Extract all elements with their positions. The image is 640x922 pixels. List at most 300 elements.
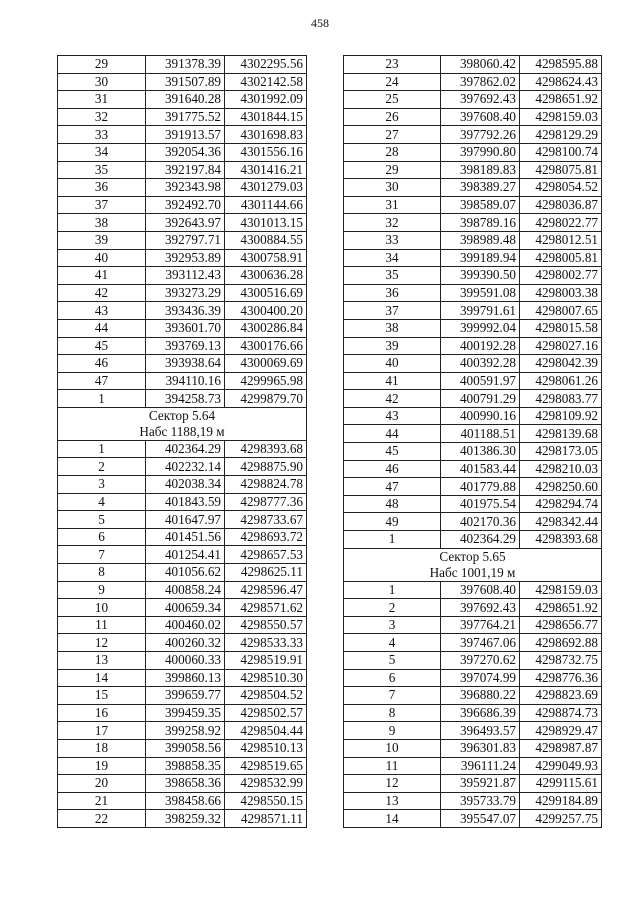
y-coordinate-cell: 4298595.88 — [520, 56, 602, 74]
point-number-cell: 45 — [58, 337, 146, 355]
x-coordinate-cell: 399258.92 — [146, 722, 225, 740]
point-number-cell: 40 — [344, 355, 441, 373]
point-number-cell: 44 — [58, 319, 146, 337]
x-coordinate-cell: 399791.61 — [441, 302, 520, 320]
table-row — [344, 231, 602, 249]
y-coordinate-cell: 4298533.33 — [225, 634, 307, 652]
y-coordinate-cell: 4298005.81 — [520, 249, 602, 267]
y-coordinate-cell: 4298003.38 — [520, 284, 602, 302]
x-coordinate-cell: 398789.16 — [441, 214, 520, 232]
table-row — [58, 284, 307, 302]
point-number-cell: 38 — [58, 214, 146, 232]
point-number-cell: 18 — [58, 739, 146, 757]
point-number-cell: 41 — [58, 267, 146, 285]
table-row — [344, 460, 602, 478]
table-row — [344, 495, 602, 513]
x-coordinate-cell: 397764.21 — [441, 616, 520, 634]
table-row — [58, 493, 307, 511]
point-number-cell: 3 — [344, 616, 441, 634]
table-row — [58, 792, 307, 810]
x-coordinate-cell: 392197.84 — [146, 161, 225, 179]
y-coordinate-cell: 4298075.81 — [520, 161, 602, 179]
x-coordinate-cell: 393112.43 — [146, 267, 225, 285]
x-coordinate-cell: 392492.70 — [146, 196, 225, 214]
table-row — [344, 126, 602, 144]
table-row — [344, 616, 602, 634]
sector-title: Сектор 5.64 — [148, 407, 216, 423]
point-number-cell: 1 — [344, 531, 441, 549]
table-row — [58, 231, 307, 249]
table-row — [344, 443, 602, 461]
x-coordinate-cell: 397792.26 — [441, 126, 520, 144]
point-number-cell: 40 — [58, 249, 146, 267]
point-number-cell: 6 — [344, 669, 441, 687]
table-row — [58, 564, 307, 582]
x-coordinate-cell: 399992.04 — [441, 319, 520, 337]
table-row — [58, 775, 307, 793]
table-row — [344, 599, 602, 617]
x-coordinate-cell: 392643.97 — [146, 214, 225, 232]
point-number-cell: 36 — [344, 284, 441, 302]
y-coordinate-cell: 4298007.65 — [520, 302, 602, 320]
point-number-cell: 27 — [344, 126, 441, 144]
x-coordinate-cell: 397862.02 — [441, 73, 520, 91]
y-coordinate-cell: 4298692.88 — [520, 634, 602, 652]
point-number-cell: 6 — [58, 528, 146, 546]
table-body — [58, 56, 307, 828]
y-coordinate-cell: 4298510.30 — [225, 669, 307, 687]
point-number-cell: 44 — [344, 425, 441, 443]
y-coordinate-cell: 4298571.62 — [225, 599, 307, 617]
table-row — [58, 581, 307, 599]
coordinates-table-left — [57, 55, 307, 828]
x-coordinate-cell: 402364.29 — [146, 440, 225, 458]
point-number-cell: 12 — [58, 634, 146, 652]
y-coordinate-cell: 4298109.92 — [520, 407, 602, 425]
y-coordinate-cell: 4298042.39 — [520, 355, 602, 373]
y-coordinate-cell: 4300758.91 — [225, 249, 307, 267]
x-coordinate-cell: 395547.07 — [441, 810, 520, 828]
y-coordinate-cell: 4298027.16 — [520, 337, 602, 355]
y-coordinate-cell: 4301013.15 — [225, 214, 307, 232]
x-coordinate-cell: 398189.83 — [441, 161, 520, 179]
point-number-cell: 41 — [344, 372, 441, 390]
point-number-cell: 35 — [58, 161, 146, 179]
x-coordinate-cell: 391913.57 — [146, 126, 225, 144]
point-number-cell: 14 — [344, 810, 441, 828]
y-coordinate-cell: 4298875.90 — [225, 458, 307, 476]
point-number-cell: 43 — [344, 407, 441, 425]
x-coordinate-cell: 398589.07 — [441, 196, 520, 214]
x-coordinate-cell: 400659.34 — [146, 599, 225, 617]
point-number-cell: 45 — [344, 443, 441, 461]
y-coordinate-cell: 4298929.47 — [520, 722, 602, 740]
x-coordinate-cell: 398458.66 — [146, 792, 225, 810]
table-row — [344, 792, 602, 810]
point-number-cell: 25 — [344, 91, 441, 109]
y-coordinate-cell: 4301992.09 — [225, 91, 307, 109]
y-coordinate-cell: 4300176.66 — [225, 337, 307, 355]
y-coordinate-cell: 4300884.55 — [225, 231, 307, 249]
point-number-cell: 4 — [344, 634, 441, 652]
x-coordinate-cell: 396880.22 — [441, 687, 520, 705]
y-coordinate-cell: 4298294.74 — [520, 495, 602, 513]
x-coordinate-cell: 401254.41 — [146, 546, 225, 564]
x-coordinate-cell: 402364.29 — [441, 531, 520, 549]
table-row — [58, 179, 307, 197]
table-row — [58, 652, 307, 670]
y-coordinate-cell: 4301844.15 — [225, 108, 307, 126]
x-coordinate-cell: 396301.83 — [441, 739, 520, 757]
point-number-cell: 7 — [58, 546, 146, 564]
x-coordinate-cell: 402038.34 — [146, 476, 225, 494]
x-coordinate-cell: 400460.02 — [146, 616, 225, 634]
x-coordinate-cell: 397074.99 — [441, 669, 520, 687]
x-coordinate-cell: 401647.97 — [146, 511, 225, 529]
point-number-cell: 48 — [344, 495, 441, 513]
x-coordinate-cell: 391640.28 — [146, 91, 225, 109]
y-coordinate-cell: 4298519.65 — [225, 757, 307, 775]
x-coordinate-cell: 396111.24 — [441, 757, 520, 775]
y-coordinate-cell: 4298624.43 — [520, 73, 602, 91]
table-row — [344, 319, 602, 337]
point-number-cell: 32 — [58, 108, 146, 126]
point-number-cell: 10 — [344, 739, 441, 757]
table-row — [58, 319, 307, 337]
y-coordinate-cell: 4298532.99 — [225, 775, 307, 793]
table-row — [344, 425, 602, 443]
y-coordinate-cell: 4298823.69 — [520, 687, 602, 705]
x-coordinate-cell: 402232.14 — [146, 458, 225, 476]
y-coordinate-cell: 4298083.77 — [520, 390, 602, 408]
table-row — [58, 440, 307, 458]
point-number-cell: 29 — [344, 161, 441, 179]
x-coordinate-cell: 401843.59 — [146, 493, 225, 511]
y-coordinate-cell: 4298550.15 — [225, 792, 307, 810]
sector-header-row — [58, 407, 307, 440]
point-number-cell: 9 — [58, 581, 146, 599]
point-number-cell: 17 — [58, 722, 146, 740]
y-coordinate-cell: 4300636.28 — [225, 267, 307, 285]
table-row — [58, 91, 307, 109]
x-coordinate-cell: 397608.40 — [441, 108, 520, 126]
table-row — [344, 249, 602, 267]
x-coordinate-cell: 393769.13 — [146, 337, 225, 355]
x-coordinate-cell: 398060.42 — [441, 56, 520, 74]
table-row — [344, 739, 602, 757]
x-coordinate-cell: 393601.70 — [146, 319, 225, 337]
y-coordinate-cell: 4298510.13 — [225, 739, 307, 757]
x-coordinate-cell: 391775.52 — [146, 108, 225, 126]
x-coordinate-cell: 399860.13 — [146, 669, 225, 687]
y-coordinate-cell: 4298777.36 — [225, 493, 307, 511]
y-coordinate-cell: 4298100.74 — [520, 143, 602, 161]
x-coordinate-cell: 397467.06 — [441, 634, 520, 652]
table-row — [344, 581, 602, 599]
x-coordinate-cell: 400260.32 — [146, 634, 225, 652]
x-coordinate-cell: 399459.35 — [146, 704, 225, 722]
point-number-cell: 11 — [344, 757, 441, 775]
y-coordinate-cell: 4298342.44 — [520, 513, 602, 531]
y-coordinate-cell: 4298022.77 — [520, 214, 602, 232]
point-number-cell: 31 — [344, 196, 441, 214]
table-row — [58, 196, 307, 214]
sector-header-row — [344, 548, 602, 581]
point-number-cell: 5 — [344, 652, 441, 670]
point-number-cell: 3 — [58, 476, 146, 494]
x-coordinate-cell: 398389.27 — [441, 179, 520, 197]
y-coordinate-cell: 4298625.11 — [225, 564, 307, 582]
point-number-cell: 31 — [58, 91, 146, 109]
table-row — [344, 513, 602, 531]
table-row — [58, 546, 307, 564]
x-coordinate-cell: 397990.80 — [441, 143, 520, 161]
x-coordinate-cell: 397692.43 — [441, 91, 520, 109]
y-coordinate-cell: 4300400.20 — [225, 302, 307, 320]
table-row — [344, 56, 602, 74]
table-row — [344, 337, 602, 355]
x-coordinate-cell: 392953.89 — [146, 249, 225, 267]
point-number-cell: 30 — [344, 179, 441, 197]
y-coordinate-cell: 4298776.36 — [520, 669, 602, 687]
table-row — [58, 669, 307, 687]
point-number-cell: 42 — [58, 284, 146, 302]
table-row — [58, 458, 307, 476]
point-number-cell: 35 — [344, 267, 441, 285]
y-coordinate-cell: 4298250.60 — [520, 478, 602, 496]
x-coordinate-cell: 401386.30 — [441, 443, 520, 461]
x-coordinate-cell: 400192.28 — [441, 337, 520, 355]
table-row — [58, 56, 307, 74]
table-row — [344, 302, 602, 320]
x-coordinate-cell: 399189.94 — [441, 249, 520, 267]
point-number-cell: 2 — [58, 458, 146, 476]
table-row — [344, 161, 602, 179]
table-row — [344, 196, 602, 214]
point-number-cell: 29 — [58, 56, 146, 74]
table-row — [344, 704, 602, 722]
y-coordinate-cell: 4302295.56 — [225, 56, 307, 74]
x-coordinate-cell: 399591.08 — [441, 284, 520, 302]
point-number-cell: 15 — [58, 687, 146, 705]
point-number-cell: 1 — [58, 440, 146, 458]
sector-header — [344, 548, 602, 581]
table-row — [344, 775, 602, 793]
point-number-cell: 43 — [58, 302, 146, 320]
table-row — [344, 478, 602, 496]
table-row — [344, 390, 602, 408]
point-number-cell: 14 — [58, 669, 146, 687]
point-number-cell: 2 — [344, 599, 441, 617]
table-row — [58, 214, 307, 232]
table-row — [344, 108, 602, 126]
y-coordinate-cell: 4298733.67 — [225, 511, 307, 529]
table-row — [344, 143, 602, 161]
sector-height: Набс 1188,19 м — [139, 423, 225, 439]
y-coordinate-cell: 4300516.69 — [225, 284, 307, 302]
y-coordinate-cell: 4299257.75 — [520, 810, 602, 828]
x-coordinate-cell: 399058.56 — [146, 739, 225, 757]
point-number-cell: 26 — [344, 108, 441, 126]
x-coordinate-cell: 402170.36 — [441, 513, 520, 531]
y-coordinate-cell: 4301556.16 — [225, 143, 307, 161]
x-coordinate-cell: 394110.16 — [146, 372, 225, 390]
y-coordinate-cell: 4302142.58 — [225, 73, 307, 91]
point-number-cell: 47 — [58, 372, 146, 390]
y-coordinate-cell: 4298139.68 — [520, 425, 602, 443]
table-row — [344, 372, 602, 390]
y-coordinate-cell: 4298874.73 — [520, 704, 602, 722]
point-number-cell: 13 — [344, 792, 441, 810]
point-number-cell: 1 — [344, 581, 441, 599]
point-number-cell: 8 — [344, 704, 441, 722]
y-coordinate-cell: 4298129.29 — [520, 126, 602, 144]
table-row — [344, 531, 602, 549]
sector-header — [58, 407, 307, 440]
point-number-cell: 46 — [58, 355, 146, 373]
table-row — [58, 161, 307, 179]
y-coordinate-cell: 4298002.77 — [520, 267, 602, 285]
x-coordinate-cell: 396686.39 — [441, 704, 520, 722]
point-number-cell: 47 — [344, 478, 441, 496]
y-coordinate-cell: 4298054.52 — [520, 179, 602, 197]
table-row — [344, 757, 602, 775]
table-row — [344, 355, 602, 373]
table-row — [344, 91, 602, 109]
point-number-cell: 34 — [344, 249, 441, 267]
y-coordinate-cell: 4298651.92 — [520, 91, 602, 109]
x-coordinate-cell: 400392.28 — [441, 355, 520, 373]
y-coordinate-cell: 4298571.11 — [225, 810, 307, 828]
table-row — [344, 214, 602, 232]
x-coordinate-cell: 400791.29 — [441, 390, 520, 408]
x-coordinate-cell: 400060.33 — [146, 652, 225, 670]
x-coordinate-cell: 395921.87 — [441, 775, 520, 793]
table-row — [344, 722, 602, 740]
y-coordinate-cell: 4298173.05 — [520, 443, 602, 461]
y-coordinate-cell: 4301144.66 — [225, 196, 307, 214]
x-coordinate-cell: 401451.56 — [146, 528, 225, 546]
x-coordinate-cell: 401583.44 — [441, 460, 520, 478]
y-coordinate-cell: 4298061.26 — [520, 372, 602, 390]
table-row — [58, 739, 307, 757]
point-number-cell: 33 — [344, 231, 441, 249]
y-coordinate-cell: 4298502.57 — [225, 704, 307, 722]
point-number-cell: 42 — [344, 390, 441, 408]
x-coordinate-cell: 394258.73 — [146, 390, 225, 408]
x-coordinate-cell: 393436.39 — [146, 302, 225, 320]
table-row — [344, 73, 602, 91]
x-coordinate-cell: 400858.24 — [146, 581, 225, 599]
y-coordinate-cell: 4298596.47 — [225, 581, 307, 599]
table-row — [58, 143, 307, 161]
x-coordinate-cell: 400990.16 — [441, 407, 520, 425]
point-number-cell: 1 — [58, 390, 146, 408]
y-coordinate-cell: 4298550.57 — [225, 616, 307, 634]
y-coordinate-cell: 4299965.98 — [225, 372, 307, 390]
point-number-cell: 23 — [344, 56, 441, 74]
y-coordinate-cell: 4300069.69 — [225, 355, 307, 373]
table-row — [344, 810, 602, 828]
x-coordinate-cell: 398858.35 — [146, 757, 225, 775]
point-number-cell: 7 — [344, 687, 441, 705]
y-coordinate-cell: 4298519.91 — [225, 652, 307, 670]
y-coordinate-cell: 4299879.70 — [225, 390, 307, 408]
y-coordinate-cell: 4298657.53 — [225, 546, 307, 564]
y-coordinate-cell: 4301279.03 — [225, 179, 307, 197]
point-number-cell: 22 — [58, 810, 146, 828]
point-number-cell: 49 — [344, 513, 441, 531]
y-coordinate-cell: 4298824.78 — [225, 476, 307, 494]
y-coordinate-cell: 4298210.03 — [520, 460, 602, 478]
y-coordinate-cell: 4298036.87 — [520, 196, 602, 214]
table-row — [344, 652, 602, 670]
y-coordinate-cell: 4298732.75 — [520, 652, 602, 670]
table-row — [58, 757, 307, 775]
point-number-cell: 13 — [58, 652, 146, 670]
table-row — [58, 599, 307, 617]
table-row — [58, 722, 307, 740]
x-coordinate-cell: 398658.36 — [146, 775, 225, 793]
table-row — [344, 267, 602, 285]
point-number-cell: 39 — [344, 337, 441, 355]
table-row — [58, 355, 307, 373]
table-row — [344, 669, 602, 687]
table-row — [58, 126, 307, 144]
x-coordinate-cell: 392054.36 — [146, 143, 225, 161]
y-coordinate-cell: 4298693.72 — [225, 528, 307, 546]
point-number-cell: 8 — [58, 564, 146, 582]
table-row — [58, 634, 307, 652]
y-coordinate-cell: 4301698.83 — [225, 126, 307, 144]
x-coordinate-cell: 401056.62 — [146, 564, 225, 582]
y-coordinate-cell: 4300286.84 — [225, 319, 307, 337]
table-row — [344, 407, 602, 425]
point-number-cell: 39 — [58, 231, 146, 249]
y-coordinate-cell: 4298159.03 — [520, 581, 602, 599]
x-coordinate-cell: 401188.51 — [441, 425, 520, 443]
x-coordinate-cell: 401975.54 — [441, 495, 520, 513]
y-coordinate-cell: 4298393.68 — [225, 440, 307, 458]
point-number-cell: 12 — [344, 775, 441, 793]
table-row — [58, 511, 307, 529]
table-row — [344, 284, 602, 302]
table-row — [344, 687, 602, 705]
point-number-cell: 16 — [58, 704, 146, 722]
x-coordinate-cell: 399390.50 — [441, 267, 520, 285]
y-coordinate-cell: 4298015.58 — [520, 319, 602, 337]
point-number-cell: 37 — [344, 302, 441, 320]
point-number-cell: 10 — [58, 599, 146, 617]
x-coordinate-cell: 399659.77 — [146, 687, 225, 705]
y-coordinate-cell: 4299115.61 — [520, 775, 602, 793]
table-row — [58, 528, 307, 546]
x-coordinate-cell: 393938.64 — [146, 355, 225, 373]
point-number-cell: 11 — [58, 616, 146, 634]
point-number-cell: 30 — [58, 73, 146, 91]
y-coordinate-cell: 4298651.92 — [520, 599, 602, 617]
x-coordinate-cell: 398989.48 — [441, 231, 520, 249]
y-coordinate-cell: 4298656.77 — [520, 616, 602, 634]
point-number-cell: 46 — [344, 460, 441, 478]
table-row — [58, 249, 307, 267]
x-coordinate-cell: 397270.62 — [441, 652, 520, 670]
x-coordinate-cell: 391378.39 — [146, 56, 225, 74]
table-row — [58, 390, 307, 408]
x-coordinate-cell: 398259.32 — [146, 810, 225, 828]
y-coordinate-cell: 4298504.52 — [225, 687, 307, 705]
table-row — [58, 302, 307, 320]
